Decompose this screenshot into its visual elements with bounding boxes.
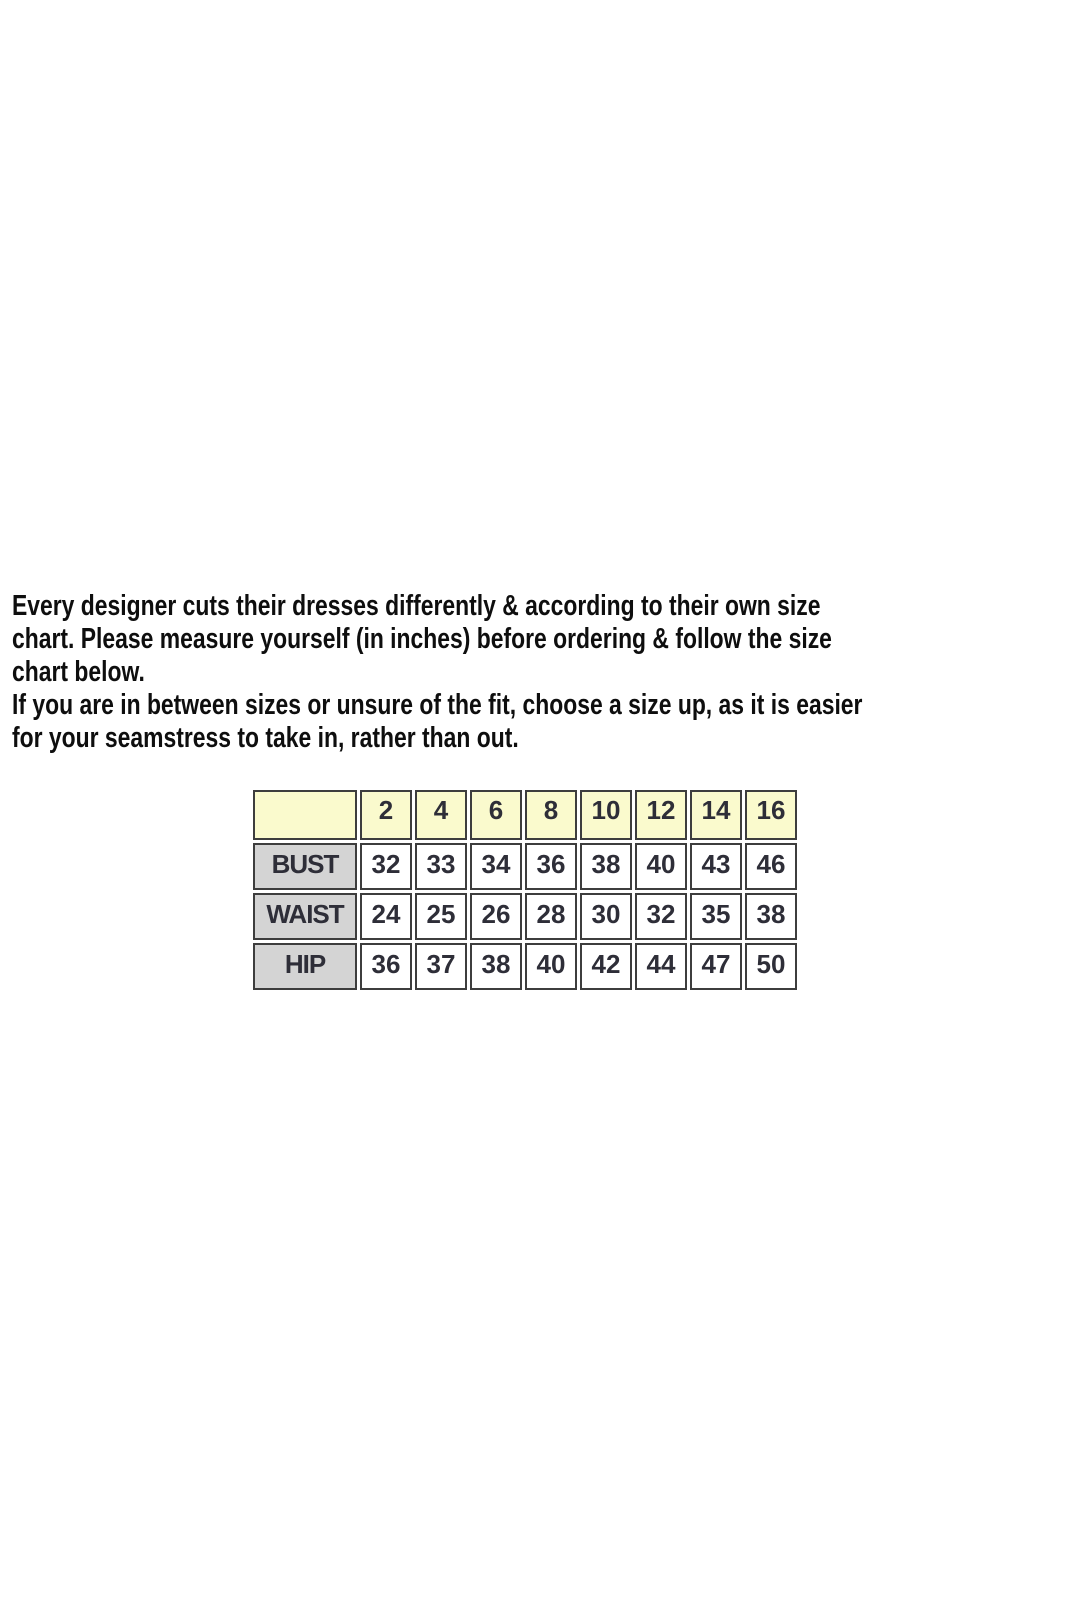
value-cell: 36 xyxy=(525,843,577,890)
value-cell: 33 xyxy=(415,843,467,890)
size-header-cell: 8 xyxy=(525,790,577,840)
value-cell: 38 xyxy=(745,893,797,940)
value-cell: 25 xyxy=(415,893,467,940)
intro-paragraph2-line2: for your seamstress to take in, rather than out. xyxy=(12,722,519,754)
waist-row xyxy=(253,893,797,940)
bust-row xyxy=(253,843,797,890)
size-header-cell: 6 xyxy=(470,790,522,840)
value-cell: 36 xyxy=(360,943,412,990)
intro-paragraph1-line2: chart. Please measure yourself (in inches) before ordering & follow the size xyxy=(12,623,832,655)
value-cell: 32 xyxy=(360,843,412,890)
value-cell: 38 xyxy=(470,943,522,990)
value-cell: 47 xyxy=(690,943,742,990)
value-cell: 40 xyxy=(635,843,687,890)
value-cell: 38 xyxy=(580,843,632,890)
size-header-cell: 14 xyxy=(690,790,742,840)
size-header-cell: 12 xyxy=(635,790,687,840)
value-cell: 30 xyxy=(580,893,632,940)
value-cell: 37 xyxy=(415,943,467,990)
measurement-label-cell: WAIST xyxy=(253,893,357,940)
intro-paragraph1-line3: chart below. xyxy=(12,656,145,688)
value-cell: 42 xyxy=(580,943,632,990)
value-cell: 50 xyxy=(745,943,797,990)
intro-paragraph2-line1: If you are in between sizes or unsure of the fit, choose a size up, as it is easier xyxy=(12,689,863,721)
intro-paragraph1-line1: Every designer cuts their dresses differently & according to their own size xyxy=(12,590,821,622)
size-header-cell: 16 xyxy=(745,790,797,840)
size-header-cell: 2 xyxy=(360,790,412,840)
value-cell: 43 xyxy=(690,843,742,890)
value-cell: 26 xyxy=(470,893,522,940)
value-cell: 24 xyxy=(360,893,412,940)
corner-cell xyxy=(253,790,357,840)
hip-row xyxy=(253,943,797,990)
value-cell: 28 xyxy=(525,893,577,940)
size-header-cell: 4 xyxy=(415,790,467,840)
size-header-cell: 10 xyxy=(580,790,632,840)
value-cell: 35 xyxy=(690,893,742,940)
value-cell: 40 xyxy=(525,943,577,990)
measurement-label-cell: HIP xyxy=(253,943,357,990)
intro-text xyxy=(12,590,862,755)
size-chart-table xyxy=(250,787,800,993)
value-cell: 46 xyxy=(745,843,797,890)
value-cell: 44 xyxy=(635,943,687,990)
value-cell: 32 xyxy=(635,893,687,940)
size-header-row xyxy=(253,790,797,840)
measurement-label-cell: BUST xyxy=(253,843,357,890)
value-cell: 34 xyxy=(470,843,522,890)
